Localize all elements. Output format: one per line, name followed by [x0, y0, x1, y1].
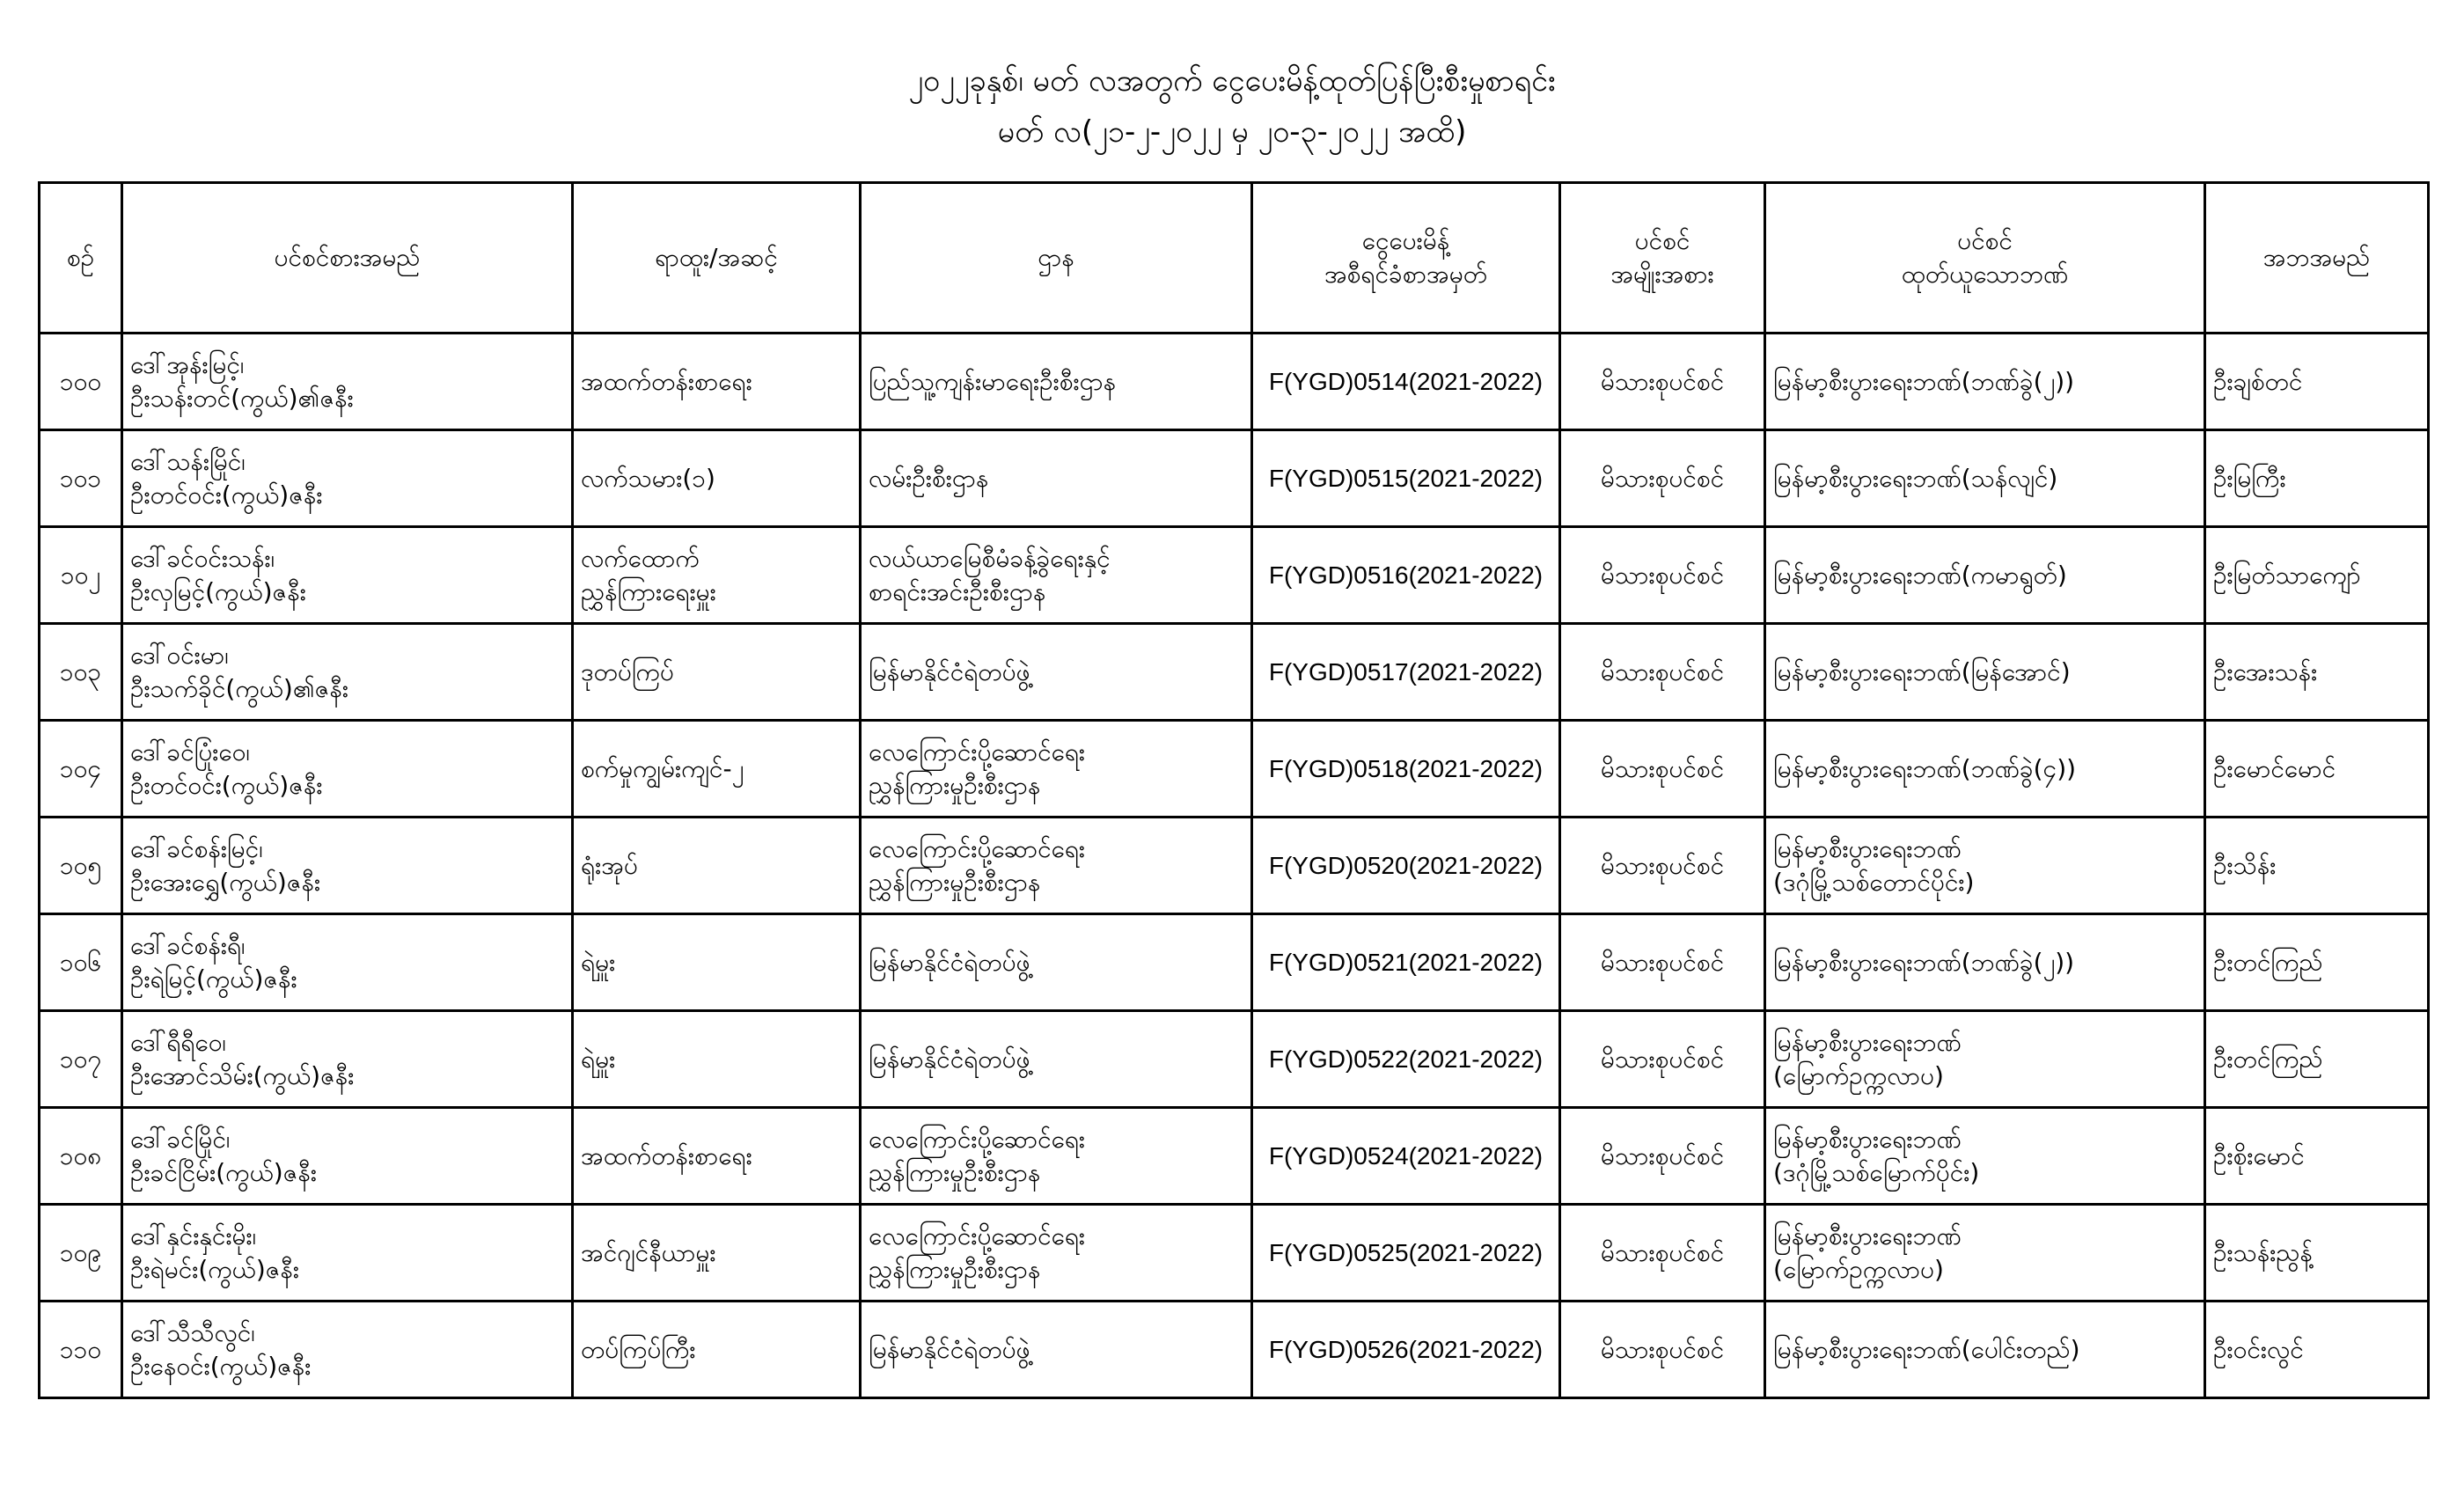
cell-bank-text: မြန်မာ့စီးပွားရေးဘဏ်	[1773, 1124, 1962, 1154]
cell-father-name	[2205, 1011, 2429, 1108]
cell-order-number-text: F(YGD)0525(2021-2022)	[1268, 1238, 1544, 1266]
cell-order-number-text: F(YGD)0521(2021-2022)	[1268, 948, 1544, 976]
cell-department-text: လေကြောင်းပို့ဆောင်ရေး	[869, 833, 1086, 863]
cell-father-name	[2205, 334, 2429, 430]
cell-pension-type-text: မိသားစုပင်စင်	[1600, 850, 1725, 880]
cell-name-text: ဦးရဲမြင့်(ကွယ်)ဇနီး	[130, 964, 297, 994]
cell-no	[40, 914, 122, 1011]
cell-department	[861, 914, 1252, 1011]
cell-rank	[573, 721, 861, 818]
cell-no-text: ၁၁၀	[59, 1334, 102, 1364]
cell-rank	[573, 334, 861, 430]
cell-father-name	[2205, 1205, 2429, 1302]
cell-no	[40, 818, 122, 914]
cell-department-text: စာရင်းအင်းဦးစီးဌာန	[869, 576, 1046, 606]
cell-father-name	[2205, 721, 2429, 818]
cell-bank-text: (ဒဂုံမြို့သစ်တောင်ပိုင်း)	[1773, 867, 1975, 897]
cell-department-text: လမ်းဦးစီးဌာန	[869, 463, 989, 493]
cell-department-text: ညွှန်ကြားမှုဦးစီးဌာန	[869, 1254, 1041, 1284]
cell-bank-text: (မြောက်ဥက္ကလာပ)	[1773, 1254, 1944, 1284]
cell-department-text: လေကြောင်းပို့ဆောင်ရေး	[869, 1124, 1086, 1154]
cell-department-text: လေကြောင်းပို့ဆောင်ရေး	[869, 737, 1086, 766]
table-row	[40, 721, 2429, 818]
cell-pension-type	[1560, 624, 1765, 721]
cell-father-name-text: ဦးစိုးမောင်	[2213, 1140, 2305, 1170]
header-pension-type: ပင်စင် အမျိုးအစား	[1560, 183, 1765, 334]
table-row	[40, 1108, 2429, 1205]
cell-name	[122, 1205, 573, 1302]
cell-name	[122, 1302, 573, 1398]
cell-department-text: လေကြောင်းပို့ဆောင်ရေး	[869, 1221, 1086, 1250]
cell-pension-type-text: မိသားစုပင်စင်	[1600, 656, 1725, 686]
cell-rank-text: ဒုတပ်ကြပ်	[581, 656, 674, 686]
cell-bank-text: မြန်မာ့စီးပွားရေးဘဏ်(မြန်အောင်)	[1773, 656, 2071, 686]
cell-rank-text: စက်မှုကျွမ်းကျင်-၂	[581, 753, 744, 783]
cell-no	[40, 721, 122, 818]
cell-department	[861, 624, 1252, 721]
cell-bank-text: မြန်မာ့စီးပွားရေးဘဏ်	[1773, 1027, 1962, 1057]
cell-name-text: ဦးသက်ခိုင်(ကွယ်)၏ဇနီး	[130, 673, 349, 703]
cell-no-text: ၁၀၆	[59, 947, 102, 977]
cell-no-text: ၁၀၅	[59, 850, 102, 880]
cell-name-text: ဒေါ်အုန်းမြင့်၊	[130, 349, 245, 379]
cell-bank-text: မြန်မာ့စီးပွားရေးဘဏ်(ဘဏ်ခွဲ(၂))	[1773, 366, 2075, 396]
cell-pension-type	[1560, 1108, 1765, 1205]
cell-bank	[1765, 1011, 2205, 1108]
cell-order-number	[1252, 624, 1560, 721]
cell-department	[861, 430, 1252, 527]
cell-father-name	[2205, 1108, 2429, 1205]
cell-department-text: ညွှန်ကြားမှုဦးစီးဌာန	[869, 1157, 1041, 1187]
cell-rank-text: လက်သမား(၁)	[581, 463, 715, 493]
table-row	[40, 430, 2429, 527]
table-row	[40, 1205, 2429, 1302]
cell-order-number	[1252, 818, 1560, 914]
pension-table	[38, 181, 2430, 1399]
cell-bank	[1765, 1205, 2205, 1302]
cell-pension-type-text: မိသားစုပင်စင်	[1600, 947, 1725, 977]
document-title: ၂၀၂၂ခုနှစ်၊ မတ် လအတွက် ငွေပေးမိန့်ထုတ်ပြန်ပြီးစီးမှုစာရင်း	[908, 63, 1556, 99]
cell-name	[122, 1108, 573, 1205]
cell-no	[40, 527, 122, 624]
cell-no	[40, 334, 122, 430]
cell-pension-type	[1560, 334, 1765, 430]
cell-name-text: ဦးသန်းတင်(ကွယ်)၏ဇနီး	[130, 383, 354, 413]
cell-name-text: ဒေါ်နှင်းနှင်းမိုး၊	[130, 1221, 257, 1250]
cell-bank-text: မြန်မာ့စီးပွားရေးဘဏ်	[1773, 833, 1962, 863]
cell-order-number-text: F(YGD)0520(2021-2022)	[1268, 851, 1544, 879]
cell-bank	[1765, 527, 2205, 624]
cell-department-text: ပြည်သူ့ကျန်းမာရေးဦးစီးဌာန	[869, 366, 1117, 396]
cell-bank-text: မြန်မာ့စီးပွားရေးဘဏ်(ဘဏ်ခွဲ(၂))	[1773, 947, 2075, 977]
cell-order-number	[1252, 430, 1560, 527]
cell-rank	[573, 914, 861, 1011]
header-father-name: အဘအမည်	[2205, 183, 2429, 334]
cell-pension-type	[1560, 527, 1765, 624]
table-row	[40, 1011, 2429, 1108]
cell-pension-type	[1560, 914, 1765, 1011]
table-row	[40, 624, 2429, 721]
cell-pension-type	[1560, 1011, 1765, 1108]
table-row	[40, 914, 2429, 1011]
cell-department-text: ညွှန်ကြားမှုဦးစီးဌာန	[869, 770, 1041, 800]
cell-department-text: မြန်မာနိုင်ငံရဲတပ်ဖွဲ့	[869, 1044, 1030, 1074]
cell-bank-text: (ဒဂုံမြို့သစ်မြောက်ပိုင်း)	[1773, 1157, 1980, 1187]
cell-name	[122, 527, 573, 624]
cell-bank-text: မြန်မာ့စီးပွားရေးဘဏ်(ပေါင်းတည်)	[1773, 1334, 2080, 1364]
cell-order-number	[1252, 527, 1560, 624]
cell-name-text: ဦးအောင်သိမ်း(ကွယ်)ဇနီး	[130, 1060, 355, 1090]
cell-bank-text: (မြောက်ဥက္ကလာပ)	[1773, 1060, 1944, 1090]
cell-father-name-text: ဦးသိန်း	[2213, 850, 2277, 880]
cell-bank	[1765, 818, 2205, 914]
cell-name-text: ဒေါ်ခင်မြိုင်၊	[130, 1124, 231, 1154]
cell-father-name-text: ဦးတင်ကြည်	[2213, 947, 2323, 977]
cell-name-text: ဦးတင်ဝင်း(ကွယ်)ဇနီး	[130, 770, 323, 800]
cell-name	[122, 818, 573, 914]
cell-order-number-text: F(YGD)0514(2021-2022)	[1268, 367, 1544, 395]
cell-name-text: ဒေါ်ခင်စန်းရီ၊	[130, 930, 246, 960]
cell-bank	[1765, 914, 2205, 1011]
cell-rank-text: ရဲမှူး	[581, 947, 616, 977]
cell-pension-type-text: မိသားစုပင်စင်	[1600, 1044, 1725, 1074]
cell-rank	[573, 1108, 861, 1205]
cell-pension-type	[1560, 430, 1765, 527]
cell-bank	[1765, 1302, 2205, 1398]
cell-department	[861, 1205, 1252, 1302]
cell-name-text: ဦးခင်ငြိမ်း(ကွယ်)ဇနီး	[130, 1157, 317, 1187]
cell-rank	[573, 527, 861, 624]
cell-name-text: ဒေါ်ခင်ဝင်းသန်း၊	[130, 543, 275, 573]
cell-rank-text: ညွှန်ကြားရေးမှူး	[581, 576, 716, 606]
header-no: စဉ်	[40, 183, 122, 334]
cell-department	[861, 1011, 1252, 1108]
cell-bank	[1765, 430, 2205, 527]
header-order-number: ငွေပေးမိန့် အစီရင်ခံစာအမှတ်	[1252, 183, 1560, 334]
cell-name-text: ဒေါ်ခင်စန်းမြင့်၊	[130, 833, 263, 863]
cell-order-number-text: F(YGD)0526(2021-2022)	[1268, 1335, 1544, 1363]
cell-father-name	[2205, 430, 2429, 527]
cell-pension-type	[1560, 818, 1765, 914]
cell-pension-type-text: မိသားစုပင်စင်	[1600, 1237, 1725, 1267]
header-bank: ပင်စင် ထုတ်ယူသောဘဏ်	[1765, 183, 2205, 334]
cell-no-text: ၁၀၄	[59, 753, 102, 783]
cell-bank-text: မြန်မာ့စီးပွားရေးဘဏ်(ကမာရွတ်)	[1773, 560, 2067, 590]
cell-bank	[1765, 334, 2205, 430]
cell-father-name-text: ဦးမောင်မောင်	[2213, 753, 2336, 783]
table-body	[40, 334, 2429, 1398]
cell-department-text: ညွှန်ကြားမှုဦးစီးဌာန	[869, 867, 1041, 897]
table-header-row	[40, 183, 2429, 334]
cell-no-text: ၁၀၂	[60, 560, 101, 590]
cell-name	[122, 624, 573, 721]
cell-bank	[1765, 624, 2205, 721]
cell-no	[40, 1205, 122, 1302]
cell-father-name	[2205, 527, 2429, 624]
cell-rank-text: အထက်တန်းစာရေး	[581, 1140, 752, 1170]
cell-name-text: ဦးနေဝင်း(ကွယ်)ဇနီး	[130, 1351, 312, 1381]
cell-name-text: ဦးအေးရွှေ(ကွယ်)ဇနီး	[130, 867, 321, 897]
cell-department	[861, 721, 1252, 818]
cell-name-text: ဒေါ်သီသီလွင်၊	[130, 1317, 255, 1347]
cell-order-number	[1252, 1205, 1560, 1302]
cell-order-number-text: F(YGD)0522(2021-2022)	[1268, 1045, 1544, 1073]
cell-rank	[573, 1205, 861, 1302]
cell-order-number-text: F(YGD)0517(2021-2022)	[1268, 657, 1544, 686]
cell-department-text: မြန်မာနိုင်ငံရဲတပ်ဖွဲ့	[869, 947, 1030, 977]
cell-father-name-text: ဦးမြကြီး	[2213, 463, 2286, 493]
cell-no	[40, 624, 122, 721]
cell-name	[122, 334, 573, 430]
cell-father-name	[2205, 1302, 2429, 1398]
cell-father-name	[2205, 624, 2429, 721]
cell-pension-type-text: မိသားစုပင်စင်	[1600, 560, 1725, 590]
cell-no-text: ၁၀၇	[59, 1044, 102, 1074]
table-row	[40, 1302, 2429, 1398]
cell-father-name-text: ဦးချစ်တင်	[2213, 366, 2303, 396]
header-department: ဌာန	[861, 183, 1252, 334]
cell-department	[861, 334, 1252, 430]
cell-order-number	[1252, 721, 1560, 818]
cell-name-text: ဒေါ်ရီရီဝေ၊	[130, 1027, 226, 1057]
cell-department	[861, 818, 1252, 914]
cell-rank-text: ရုံးအုပ်	[581, 850, 638, 880]
cell-department	[861, 1108, 1252, 1205]
cell-name-text: ဦးရဲမင်း(ကွယ်)ဇနီး	[130, 1254, 300, 1284]
cell-name-text: ဒေါ်ဝင်းမာ၊	[130, 640, 229, 670]
cell-no-text: ၁၀၃	[59, 656, 102, 686]
cell-order-number-text: F(YGD)0518(2021-2022)	[1268, 754, 1544, 782]
cell-father-name-text: ဦးမြတ်သာကျော်	[2213, 560, 2361, 590]
cell-rank	[573, 818, 861, 914]
cell-name-text: ဒေါ်ခင်ပြုံးဝေ၊	[130, 737, 250, 766]
cell-father-name	[2205, 914, 2429, 1011]
cell-order-number-text: F(YGD)0524(2021-2022)	[1268, 1141, 1544, 1170]
cell-no-text: ၁၀၉	[59, 1237, 102, 1267]
cell-department-text: လယ်ယာမြေစီမံခန့်ခွဲရေးနှင့်	[869, 543, 1111, 573]
cell-no-text: ၁၀၈	[59, 1140, 102, 1170]
cell-no	[40, 1011, 122, 1108]
cell-order-number	[1252, 334, 1560, 430]
table-row	[40, 527, 2429, 624]
cell-father-name-text: ဦးတင်ကြည်	[2213, 1044, 2323, 1074]
cell-no	[40, 1108, 122, 1205]
header-name: ပင်စင်စားအမည်	[122, 183, 573, 334]
cell-rank	[573, 624, 861, 721]
cell-pension-type-text: မိသားစုပင်စင်	[1600, 1334, 1725, 1364]
cell-bank-text: မြန်မာ့စီးပွားရေးဘဏ်(ဘဏ်ခွဲ(၄))	[1773, 753, 2077, 783]
cell-order-number	[1252, 1108, 1560, 1205]
document-subtitle: မတ် လ(၂၁-၂-၂၀၂၂ မှ ၂၀-၃-၂၀၂၂ အထိ)	[997, 114, 1467, 150]
cell-name	[122, 914, 573, 1011]
cell-rank-text: ရဲမှူး	[581, 1044, 616, 1074]
cell-father-name-text: ဦးသန်းညွန့်	[2213, 1237, 2313, 1267]
cell-bank-text: မြန်မာ့စီးပွားရေးဘဏ်	[1773, 1221, 1962, 1250]
cell-rank	[573, 430, 861, 527]
cell-department	[861, 527, 1252, 624]
cell-rank	[573, 1302, 861, 1398]
cell-rank-text: အထက်တန်းစာရေး	[581, 366, 752, 396]
table-row	[40, 334, 2429, 430]
cell-name-text: ဦးတင်ဝင်း(ကွယ်)ဇနီး	[130, 480, 323, 510]
cell-department-text: မြန်မာနိုင်ငံရဲတပ်ဖွဲ့	[869, 1334, 1030, 1364]
cell-name	[122, 1011, 573, 1108]
cell-father-name-text: ဦးအေးသန်း	[2213, 656, 2318, 686]
cell-department	[861, 1302, 1252, 1398]
cell-pension-type-text: မိသားစုပင်စင်	[1600, 463, 1725, 493]
cell-rank-text: အင်ဂျင်နီယာမှူး	[581, 1237, 716, 1267]
cell-order-number	[1252, 914, 1560, 1011]
cell-father-name	[2205, 818, 2429, 914]
cell-name	[122, 430, 573, 527]
cell-pension-type	[1560, 1205, 1765, 1302]
cell-name-text: ဒေါ်သန်းမြိုင်၊	[130, 446, 246, 476]
cell-no-text: ၁၀၁	[59, 463, 102, 493]
cell-pension-type-text: မိသားစုပင်စင်	[1600, 366, 1725, 396]
cell-father-name-text: ဦးဝင်းလွင်	[2213, 1334, 2304, 1364]
cell-order-number	[1252, 1011, 1560, 1108]
cell-pension-type	[1560, 721, 1765, 818]
cell-bank	[1765, 721, 2205, 818]
cell-rank-text: တပ်ကြပ်ကြီး	[581, 1334, 696, 1364]
cell-order-number-text: F(YGD)0515(2021-2022)	[1268, 464, 1544, 492]
cell-no	[40, 430, 122, 527]
cell-pension-type-text: မိသားစုပင်စင်	[1600, 1140, 1725, 1170]
cell-department-text: မြန်မာနိုင်ငံရဲတပ်ဖွဲ့	[869, 656, 1030, 686]
cell-rank	[573, 1011, 861, 1108]
cell-bank-text: မြန်မာ့စီးပွားရေးဘဏ်(သန်လျင်)	[1773, 463, 2058, 493]
cell-bank	[1765, 1108, 2205, 1205]
cell-order-number	[1252, 1302, 1560, 1398]
cell-rank-text: လက်ထောက်	[581, 543, 700, 573]
cell-no-text: ၁၀၀	[59, 366, 102, 396]
cell-name	[122, 721, 573, 818]
cell-order-number-text: F(YGD)0516(2021-2022)	[1268, 561, 1544, 589]
table-row	[40, 818, 2429, 914]
cell-name-text: ဦးလှမြင့်(ကွယ်)ဇနီး	[130, 576, 306, 606]
cell-no	[40, 1302, 122, 1398]
cell-pension-type-text: မိသားစုပင်စင်	[1600, 753, 1725, 783]
header-rank: ရာထူး/အဆင့်	[573, 183, 861, 334]
cell-pension-type	[1560, 1302, 1765, 1398]
